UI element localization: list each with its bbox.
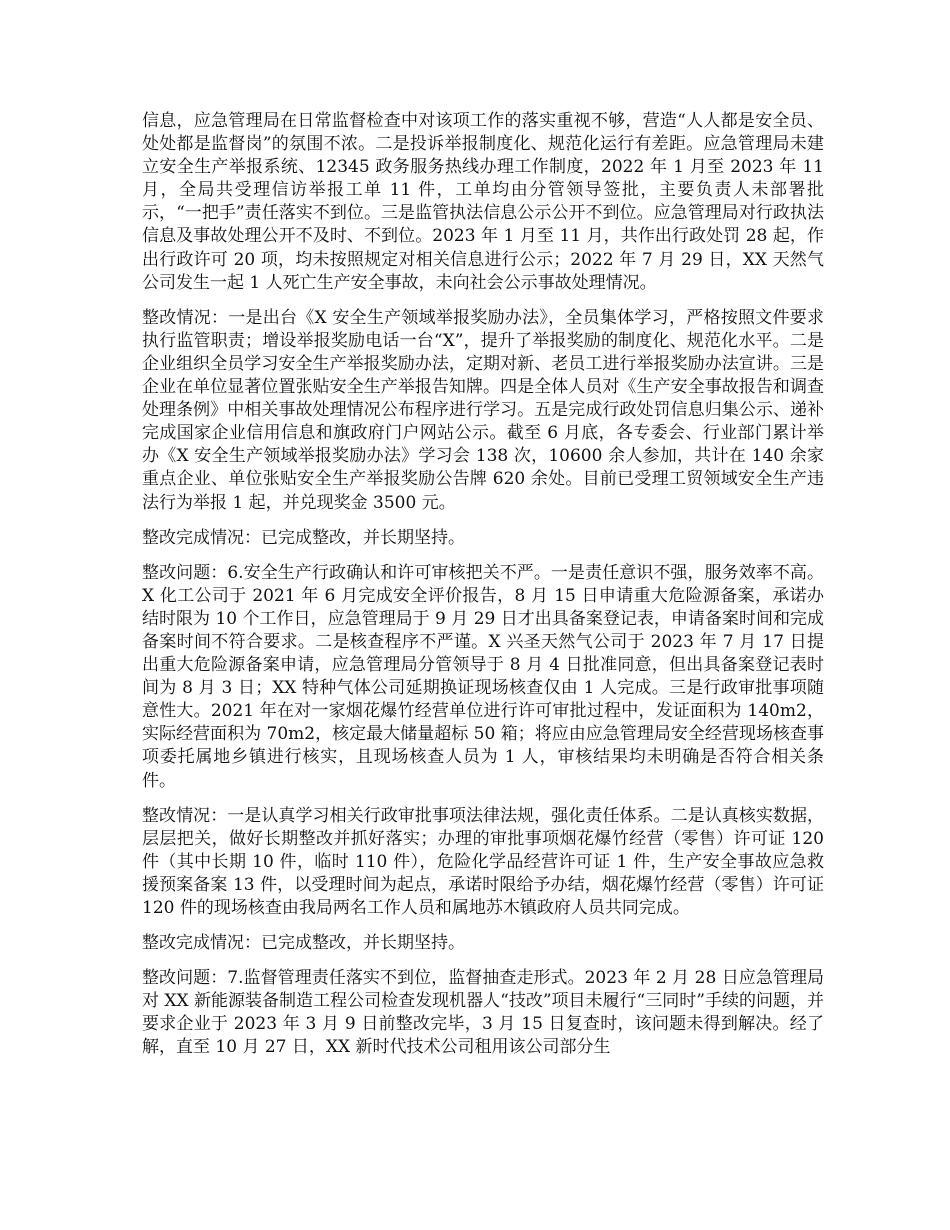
paragraph-problem-7: 整改问题：7.监督管理责任落实不到位，监督抽查走形式。2023 年 2 月 28 日应急管理局对 XX 新能源装备制造工程公司检查发现机器人“技改”项目未履行“三同时”手续的问题，并要求企业于 2023 年 3 月 9 日前整改完毕，3 月 15 日复查时，该问题未得到解决。经了解，直至 10 月 27 日，XX 新时代技术公司租用该公司部分生 [142, 968, 824, 1058]
paragraph-problem-continued: 信息，应急管理局在日常监督检查中对该项工作的落实重视不够，营造“人人都是安全员、处处都是监督岗”的氛围不浓。二是投诉举报制度化、规范化运行有差距。应急管理局未建立安全生产举报系统、12345 政务服务热线办理工作制度，2022 年 1 月至 2023 年 11 月，全局共受理信访举报工单 11 件，工单均由分管领导签批，主要负责人未部署批示，“一把手”责任落实不到位。三是监管执法信息公示公开不到位。应急管理局对行政执法信息及事故处理公开不及时、不到位。2023 年 1 月至 11 月，共作出行政处罚 28 起，作出行政许可 20 项，均未按照规定对相关信息进行公示；2022 年 7 月 29 日，XX 天然气公司发生一起 1 人死亡生产安全事故，未向社会公示事故处理情况。 [142, 111, 824, 293]
document-page [142, 110, 824, 1072]
paragraph-problem-6: 整改问题：6.安全生产行政确认和许可审核把关不严。一是责任意识不强，服务效率不高。X 化工公司于 2021 年 6 月完成安全评价报告，8 月 15 日申请重大危险源备案，承诺办结时限为 10 个工作日，应急管理局于 9 月 29 日才出具备案登记表，申请备案时间和完成备案时间不符合要求。二是核查程序不严谨。X 兴圣天然气公司于 2023 年 7 月 17 日提出重大危险源备案申请，应急管理局分管领导于 8 月 4 日批准同意，但出具备案登记表时间为 8 月 3 日；XX 特种气体公司延期换证现场核查仅由 1 人完成。三是行政审批事项随意性大。2021 年在对一家烟花爆竹经营单位进行许可审批过程中，发证面积为 140m2，实际经营面积为 70m2，核定最大储量超标 50 箱；将应由应急管理局安全经营现场核查事项委托属地乡镇进行核实，且现场核查人员为 1 人，审核结果均未明确是否符合相关条件。 [142, 562, 824, 791]
paragraph-rectification-status: 整改情况：一是认真学习相关行政审批事项法律法规，强化责任体系。二是认真核实数据，层层把关，做好长期整改并抓好落实；办理的审批事项烟花爆竹经营（零售）许可证 120 件（其中长期 10 件，临时 110 件），危险化学品经营许可证 1 件，生产安全事故应急救援预案备案 13 件，以受理时间为起点，承诺时限给予办结，烟花爆竹经营（零售）许可证 120 件的现场核查由我局两名工作人员和属地苏木镇政府人员共同完成。 [142, 805, 824, 918]
paragraph-completion-status: 整改完成情况：已完成整改，并长期坚持。 [142, 933, 465, 954]
paragraph-rectification-status: 整改情况：一是出台《X 安全生产领域举报奖励办法》，全员集体学习，严格按照文件要求执行监管职责；增设举报奖励电话一台“X”，提升了举报奖励的制度化、规范化水平。二是企业组织全员学习安全生产举报奖励办法，定期对新、老员工进行举报奖励办法宣讲。三是企业在单位显著位置张贴安全生产举报告知牌。四是全体人员对《生产安全事故报告和调查处理条例》中相关事故处理情况公布程序进行学习。五是完成行政处罚信息归集公示、递补完成国家企业信用信息和旗政府门户网站公示。截至 6 月底，各专委会、行业部门累计举办《X 安全生产领域举报奖励办法》学习会 138 次，10600 余人参加，共计在 140 余家重点企业、单位张贴安全生产举报奖励公告牌 620 余处。目前已受理工贸领域安全生产违法行为举报 1 起，并兑现奖金 3500 元。 [142, 307, 824, 513]
paragraph-completion-status: 整改完成情况：已完成整改，并长期坚持。 [142, 527, 465, 548]
